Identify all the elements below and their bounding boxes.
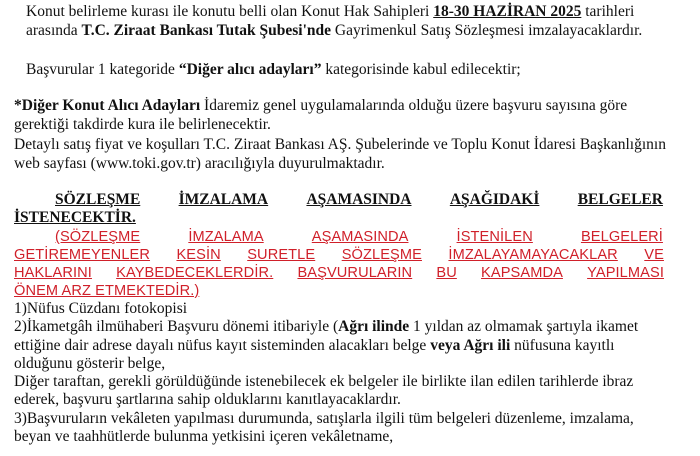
warning-word: GETİREMEYENLER [14,247,151,263]
item-2-text-end: nüfusuna kayıtlı [510,337,615,354]
warning-word: AŞAMASINDA [311,229,409,245]
warning-line-4: ÖNEM ARZ ETMEKTEDİR.) [14,283,200,299]
other-buyers-label: *Diğer Konut Alıcı Adayları [14,97,201,114]
warning-word: KESİN [176,247,221,263]
warning-line-2 [14,246,664,264]
intro-line-1 [26,3,634,21]
warning-word: BAŞVURULARIN [297,265,413,281]
heading-word: AŞAĞIDAKİ [449,191,540,208]
warning-line-1 [55,228,663,246]
category-text: Başvurular 1 kategoride [26,61,179,78]
warning-word: VE [644,247,664,263]
details-line-2: web sayfası (www.toki.gov.tr) aracılığıyla duyurulmaktadır. [14,155,385,172]
heading-word: İMZALAMA [178,191,269,208]
item-2-line-3: olduğunu gösterir belge, [14,355,166,372]
warning-word: HAKLARINI [14,265,92,281]
intro-text-end: Gayrimenkul Satış Sözleşmesi imzalayacaklardır. [331,22,643,39]
item-2-province-alt: veya Ağrı ili [430,337,511,354]
other-buyers-text: İdaremiz genel uygulamalarında olduğu üzere başvuru sayısına göre [200,97,628,114]
bank-branch: T.C. Ziraat Bankası Tutak Şubesi'nde [81,22,332,39]
other-buyers-line-1 [14,97,627,115]
warning-word: İSTENİLEN [456,229,533,245]
category-line [26,61,521,79]
heading-word: SÖZLEŞME [55,191,141,208]
item-2-line-5: ederek, başvuru şartlarına sahip olduklarını kanıtlayacaklardır. [14,391,401,408]
heading-word: BELGELER [577,191,663,208]
warning-word: SÖZLEŞME [341,247,422,263]
warning-word: BU [436,265,457,281]
intro-text: arasında [26,22,82,39]
item-2-province: Ağrı ilinde [338,318,410,335]
category-text-end: kategorisinde kabul edilecektir; [321,61,521,78]
warning-word: KAPSAMDA [481,265,563,281]
item-3-line-2: beyan ve taahhütlerde bulunma yetkisini içeren vekâletname, [14,428,394,445]
category-name: “Diğer alıcı adayları” [178,61,322,78]
warning-word: İMZALAYAMAYACAKLAR [448,247,618,263]
details-line-1: Detaylı satış fiyat ve koşulları T.C. Ziraat Bankası AŞ. Şubelerinde ve Toplu Konut İdaresi Başkanlığının [14,136,666,153]
warning-word: İMZALAMA [188,229,264,245]
item-2-text-end: 1 yıldan az olmamak şartıyla ikamet [409,318,639,335]
item-2-line-4: Diğer taraftan, gerekli görüldüğünde istenebilecek ek belgeler ile birlikte ilan edilen tarihlerde ibraz [14,373,634,390]
item-1-id-copy: 1)Nüfus Cüzdanı fotokopisi [14,300,188,317]
item-2-text: 2)İkametgâh ilmühaberi Başvuru dönemi itibariyle ( [14,318,339,335]
warning-word: KAYBEDECEKLERDİR. [116,265,274,281]
intro-text: Konut belirleme kurası ile konutu belli olan Konut Hak Sahipleri [26,3,434,20]
documents-heading-line-1 [55,191,663,209]
other-buyers-line-2: gerektiği takdirde kura ile belirlenecektir. [14,116,271,133]
intro-line-2 [26,22,642,40]
warning-word: SURETLE [247,247,316,263]
item-2-line-2 [14,337,614,355]
warning-word: (SÖZLEŞME [55,229,141,245]
documents-heading-line-2: İSTENECEKTİR. [14,209,136,226]
signing-dates: 18-30 HAZİRAN 2025 [433,3,582,20]
heading-word: AŞAMASINDA [306,191,412,208]
warning-word: BELGELERİ [580,229,663,245]
item-3-line-1: 3)Başvuruların vekâleten yapılması durumunda, satışlarla ilgili tüm belgeleri düzenleme, imzalama, [14,410,634,427]
intro-text-end: tarihleri [581,3,635,20]
item-2-text: ettiğine dair adrese dayalı nüfus kayıt sisteminden alacakları belge [14,337,431,354]
warning-line-3 [14,264,664,282]
warning-word: YAPILMASI [587,265,664,281]
item-2-line-1 [14,318,638,336]
